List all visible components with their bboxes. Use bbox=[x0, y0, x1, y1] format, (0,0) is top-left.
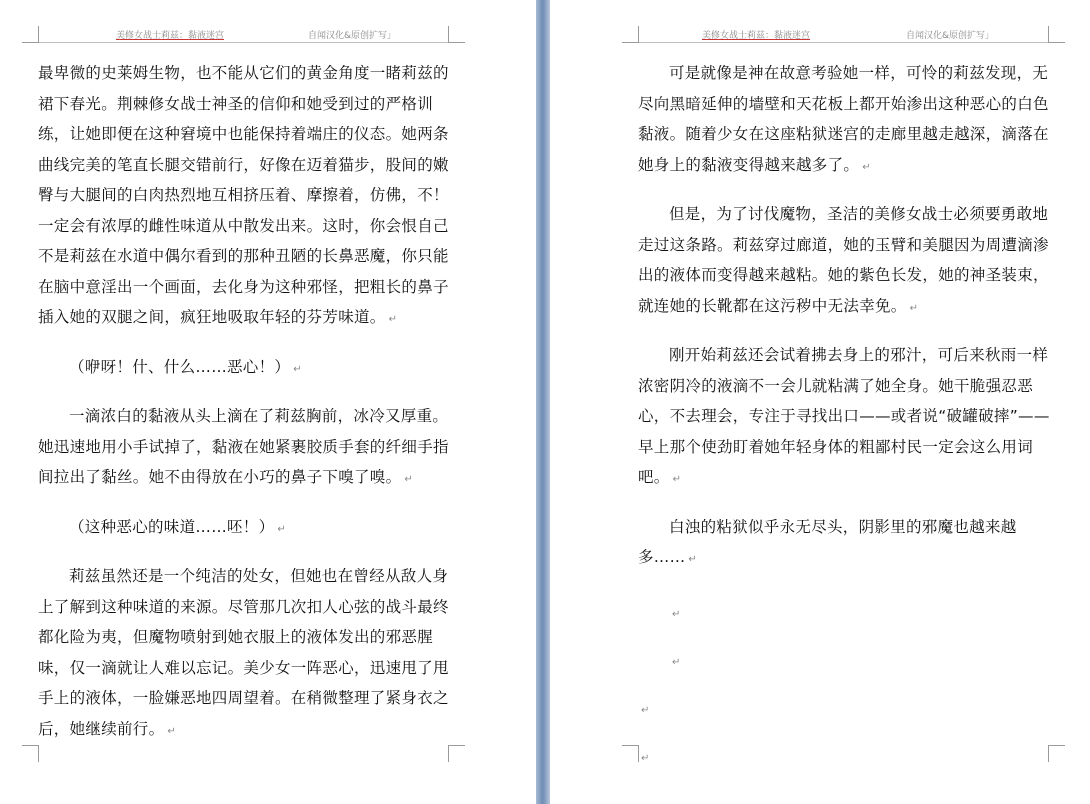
header-subtitle: 黏液迷宫 bbox=[774, 31, 811, 41]
empty-paragraph bbox=[638, 640, 1050, 688]
paragraph-mark-icon: ↵ bbox=[672, 656, 681, 668]
page-divider bbox=[536, 0, 550, 804]
empty-paragraph bbox=[638, 736, 1050, 784]
header-rule bbox=[38, 42, 464, 43]
paragraph: 刚开始莉兹还会试着拂去身上的邪汁，可后来秋雨一样浓密阴冷的液滴不一会儿就粘满了她全身。她干脆强忍恶心，不去理会，专注于寻找出口——或者说“破罐破摔”——早上那个使劲盯着她年轻身体的粗鄙村民一定会这么用词吧。 ↵ bbox=[638, 346, 1050, 486]
header-rule bbox=[638, 42, 1050, 43]
header-title: 美修女战士莉兹： bbox=[116, 31, 189, 41]
paragraph: 但是，为了讨伐魔物，圣洁的美修女战士必须要勇敢地走过这条路。莉兹穿过廊道，她的玉臂和美腿因为周遭滴渗出的液体而变得越来越粘。她的紫色长发，她的神圣装束，就连她的长靴都在这污秽中无法幸免。 ↵ bbox=[638, 205, 1049, 315]
document-page-right bbox=[550, 0, 1090, 804]
crop-mark-bottom-right bbox=[1048, 745, 1065, 762]
paragraph-mark-icon: ↵ bbox=[641, 752, 650, 764]
paragraph-mark-icon: ↵ bbox=[672, 474, 682, 485]
paragraph-mark-icon: ↵ bbox=[404, 474, 414, 485]
crop-mark-top-left bbox=[22, 26, 39, 43]
crop-mark-bottom-right bbox=[448, 745, 465, 762]
paragraph-mark-icon: ↵ bbox=[277, 523, 287, 535]
empty-paragraph bbox=[638, 592, 1050, 640]
header-subtitle: 黏液迷宫 bbox=[188, 31, 225, 41]
crop-mark-top-right bbox=[448, 26, 465, 43]
paragraph-mark-icon: ↵ bbox=[688, 554, 698, 565]
paragraph-mark-icon: ↵ bbox=[672, 608, 681, 620]
paragraph-mark-icon: ↵ bbox=[641, 704, 650, 716]
paragraph: （这种恶心的味道……呸！） ↵ bbox=[69, 517, 287, 536]
paragraph-mark-icon: ↵ bbox=[909, 302, 919, 314]
page-header-left bbox=[116, 28, 224, 42]
paragraph-mark-icon: ↵ bbox=[293, 363, 302, 375]
page-body-right bbox=[638, 58, 1050, 784]
paragraph: 可是就像是神在故意考验她一样，可怜的莉兹发现，无尽向黑暗延伸的墙壁和天花板上都开始渗出这种恶心的白色黏液。随着少女在这座粘狱迷宫的走廊里越走越深，滴落在她身上的黏液变得越来越多了。 ↵ bbox=[638, 64, 1049, 174]
paragraph: 一滴浓白的黏液从头上滴在了莉兹胸前，冰冷又厚重。她迅速地用小手试掉了，黏液在她紧裹胶质手套的纤细手指间拉出了黏丝。她不由得放在小巧的鼻子下嗅了嗅。 ↵ bbox=[38, 407, 449, 486]
paragraph-mark-icon: ↵ bbox=[167, 725, 177, 737]
header-title: 美修女战士莉兹： bbox=[702, 31, 775, 41]
paragraph: 最卑微的史莱姆生物，也不能从它们的黄金角度一睹莉兹的裙下春光。荆棘修女战士神圣的信仰和她受到过的严格训练，让她即便在这种窘境中也能保持着端庄的仪态。她两条曲线完美的笔直长腿交错前行，好像在迈着猫步，股间的嫩臀与大腿间的白肉热烈地互相挤压着、摩擦着，仿佛，不！一定会有浓厚的雌性味道从中散发出来。这时，你会恨自己不是莉兹在水道中偶尔看到的那种丑陋的长鼻恶魔，你只能在脑中意淫出一个画面，去化身为这种邪怪，把粗长的鼻子插入她的双腿之间，疯狂地吸取年轻的芬芳味道。 ↵ bbox=[38, 64, 449, 326]
page-body-left bbox=[38, 58, 450, 763]
crop-mark-top-right bbox=[1048, 26, 1065, 43]
paragraph-mark-icon: ↵ bbox=[388, 314, 398, 325]
crop-mark-top-left bbox=[622, 26, 639, 43]
paragraph: （咿呀！什、什么……恶心！） ↵ bbox=[69, 357, 302, 376]
crop-mark-bottom-left bbox=[22, 745, 39, 762]
document-page-left bbox=[0, 0, 536, 804]
page-header-note: 自闻汉化&原创扩写」 bbox=[308, 31, 397, 41]
page-header-left bbox=[702, 28, 810, 42]
paragraph-mark-icon: ↵ bbox=[862, 161, 871, 173]
page-header-note: 自闻汉化&原创扩写」 bbox=[906, 31, 995, 41]
empty-paragraph bbox=[638, 688, 1050, 736]
paragraph: 白浊的粘狱似乎永无尽头，阴影里的邪魔也越来越多…… ↵ bbox=[638, 517, 1017, 566]
crop-mark-bottom-left bbox=[622, 745, 639, 762]
paragraph: 莉兹虽然还是一个纯洁的处女，但她也在曾经从敌人身上了解到这种味道的来源。尽管那几次扣人心弦的战斗最终都化险为夷，但魔物喷射到她衣服上的液体发出的邪恶腥味，仅一滴就让人难以忘记。美少女一阵恶心，迅速甩了甩手上的液体，一脸嫌恶地四周望着。在稍微整理了紧身衣之后，她继续前行。 ↵ bbox=[38, 567, 449, 738]
